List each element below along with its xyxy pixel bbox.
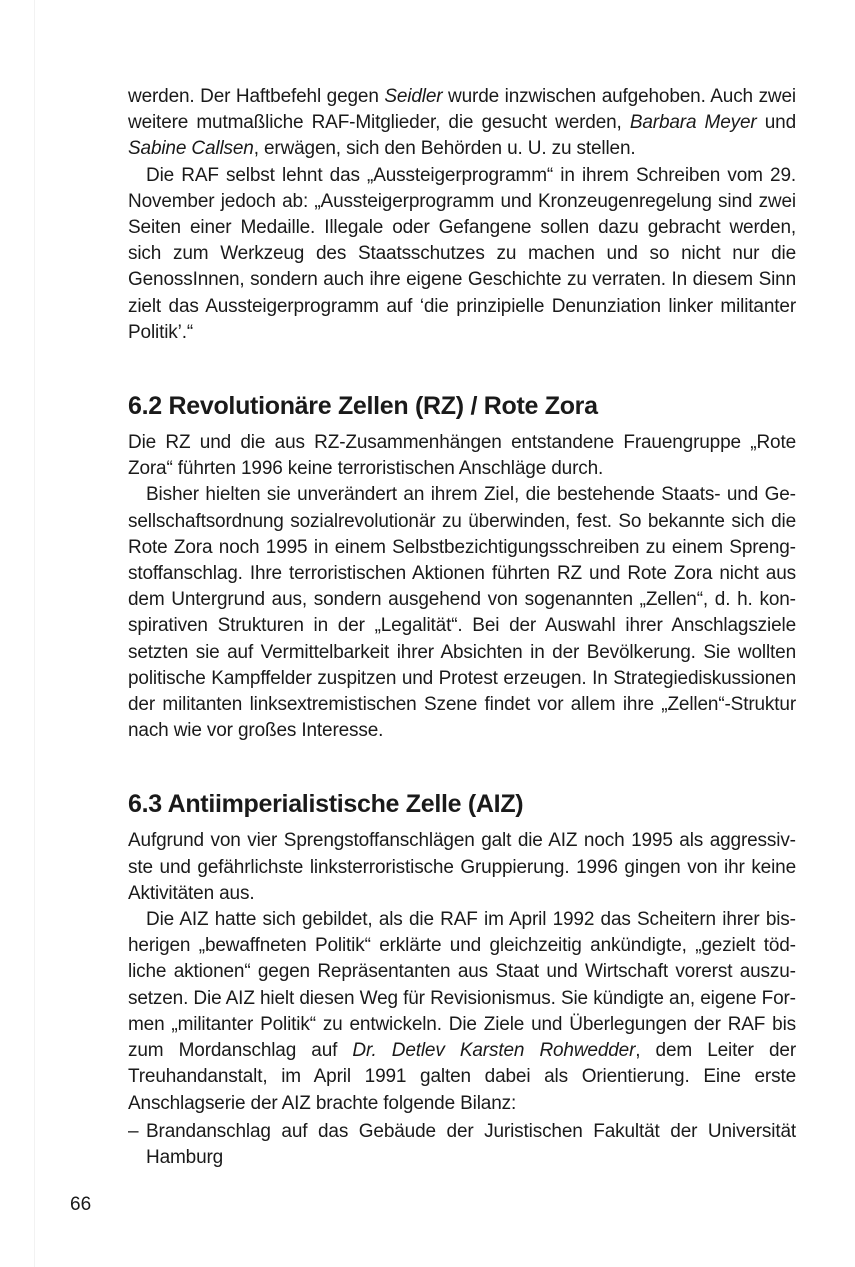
person-name: Barbara Meyer xyxy=(629,112,757,134)
text-run: , dem Leiter der Treuhandanstalt, im April 1991 galten dabei als Orientierung. Eine erste Anschlagserie der AIZ brachte folgende Bilanz: xyxy=(128,1040,797,1114)
person-name: Seidler xyxy=(384,86,443,107)
paragraph-aiz-history xyxy=(128,907,796,1117)
text-run: wurde inzwischen aufgehoben. Auch zwei weitere mutmaßliche RAF-Mitglieder, die gesucht werden, xyxy=(128,86,796,134)
person-name: Dr. Detlev Karsten Rohwedder xyxy=(352,1040,636,1062)
paragraph-continuation xyxy=(128,84,796,163)
list-item xyxy=(128,1119,796,1171)
dash-bullet: – xyxy=(128,1120,139,1142)
text-run: und xyxy=(756,112,796,134)
section-heading-rz: 6.2 Revolutionäre Zellen (RZ) / Rote Zora xyxy=(128,392,598,421)
paragraph-rz-goals: Bisher hielten sie unverändert an ihrem Ziel, die bestehende Staats- und Gesellschaftsordnung sozialrevolutionär zu überwinden, fest. So bekannte sich die Rote Zora noch 1995 in einem Selbstbezichtigungsschreiben zu einem Sprengstoffanschlag. Ihre terroristischen Aktionen führten RZ und Rote Zora nicht aus dem Untergrund aus, sondern ausgehend von sogenannten „Zellen“, d. h. konspirativen Strukturen in der „Legalität“. Bei der Auswahl ihrer Anschlagsziele setzten sie auf Vermittelbarkeit ihrer Absichten in der Bevölkerung. Sie wollten politische Kampffelder zuspitzen und Protest erzeugen. In Strategiediskussionen der militanten linksextremistischen Szene findet vor allem ihre „Zellen“-Struktur nach wie vor großes Interesse. xyxy=(128,484,796,742)
list-item-text: Brandanschlag auf das Gebäude der Juristischen Fakultät der Universität Hamburg xyxy=(146,1120,796,1168)
document-page xyxy=(128,84,796,1171)
paragraph-aiz-intro: Aufgrund von vier Sprengstoffanschlägen galt die AIZ noch 1995 als aggressivste und gefährlichste linksterroristische Gruppierung. 1996 gingen von ihr keine Aktivitäten aus. xyxy=(128,830,796,904)
text-run: Die AIZ hatte sich gebildet, als die RAF im April 1992 das Scheitern ihrer bisherigen „bewaffneten Politik“ erklärte und gleichzeitig ankündigte, „gezielt tödliche aktionen“ gegen Repräsentanten aus Staat und Wirtschaft vorerst auszusetzen. Die AIZ hielt diesen Weg für Revisionismus. Sie kündigte an, eigene Formen „militanter Politik“ zu entwickeln. Die Ziele und Überlegungen der RAF bis zum Mordanschlag auf xyxy=(128,909,796,1062)
page-edge-shadow xyxy=(34,0,35,1267)
page-number: 66 xyxy=(70,1194,92,1215)
paragraph-raf-statement: Die RAF selbst lehnt das „Aussteigerprogramm“ in ihrem Schreiben vom 29. November jedoch ab: „Aussteigerprogramm und Kronzeugenregelung sind zwei Seiten einer Medaille. Illegale oder Gefangene sollen dazu gebracht werden, sich zum Werkzeug des Staatsschutzes zu machen und so nicht nur die GenossInnen, sondern auch ihre eigene Geschichte zu verraten. In diesem Sinn zielt das Aussteigerprogramm auf ‘die prinzipielle Denunziation linker militanter Politik’.“ xyxy=(128,164,796,343)
text-run: werden. Der Haftbefehl gegen xyxy=(128,86,385,107)
person-name: Sabine Callsen xyxy=(128,138,254,160)
paragraph-rz-intro: Die RZ und die aus RZ-Zusammenhängen entstandene Frauengruppe „Rote Zora“ führten 1996 keine terroristischen Anschläge durch. xyxy=(128,432,796,480)
attack-list xyxy=(128,1119,796,1171)
section-heading-aiz: 6.3 Antiimperialistische Zelle (AIZ) xyxy=(128,790,524,819)
text-run: , erwägen, sich den Behörden u. U. zu stellen. xyxy=(253,138,636,160)
